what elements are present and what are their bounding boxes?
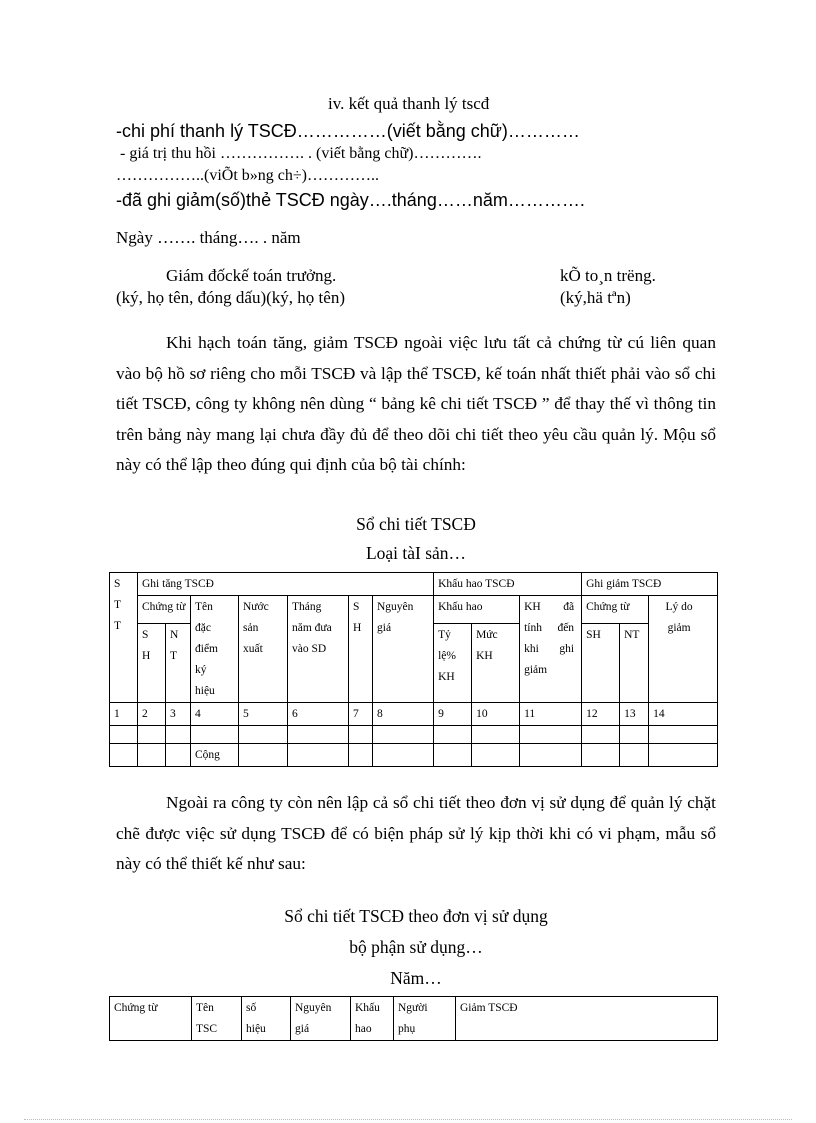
column-number: 2 xyxy=(138,703,166,726)
preparer-title: kÕ to¸n trëng. xyxy=(560,266,656,285)
column-number: 7 xyxy=(349,703,373,726)
header-stt: STT xyxy=(110,573,138,703)
disposal-cost-line: -chi phí thanh lý TSCĐ……………(viết bằng chữ)………… xyxy=(116,121,580,141)
fixed-asset-ledger-table xyxy=(109,572,718,767)
section-heading: iv. kết quả thanh lý tscđ xyxy=(328,94,490,113)
header-ty-le: Tỷ lệ% KH xyxy=(434,623,472,702)
unit-ledger-year: Năm… xyxy=(390,968,442,988)
recovery-value-line: - giá trị thu hồi ……………. . (viết bằng chữ)…………. xyxy=(120,145,482,162)
director-title: Giám đốc xyxy=(166,266,233,285)
column-number: 9 xyxy=(434,703,472,726)
column-number: 13 xyxy=(620,703,649,726)
ledger-title: Sổ chi tiết TSCĐ xyxy=(356,514,476,534)
ledger-subtitle: Loại tàI sản… xyxy=(365,543,467,563)
unit-ledger-title: Sổ chi tiết TSCĐ theo đơn vị sử dụng xyxy=(284,906,548,926)
unit-header-nguyen-gia: Nguyên giá xyxy=(291,997,351,1041)
header-muc-kh: Mức KH xyxy=(472,623,520,702)
header-kh: Khấu hao xyxy=(434,596,520,624)
header-row-2 xyxy=(110,596,718,624)
unit-header-khau-hao: Khấu hao xyxy=(351,997,394,1041)
unit-header-chung-tu: Chứng từ xyxy=(110,997,192,1041)
header-sh: SH xyxy=(349,596,373,703)
chief-accountant-title: kế toán trưởng. xyxy=(232,266,337,285)
column-number: 10 xyxy=(472,703,520,726)
column-number: 12 xyxy=(582,703,620,726)
unit-ledger-table xyxy=(109,996,718,1041)
column-number: 8 xyxy=(373,703,434,726)
date-line: Ngày ……. tháng…. . năm xyxy=(116,228,301,247)
header-thang-nam: Tháng năm đưa vào SD xyxy=(288,596,349,703)
page-bottom-rule xyxy=(24,1119,792,1120)
paragraph-unit-ledger: Ngoài ra công ty còn nên lập cả sổ chi tiết theo đơn vị sử dụng để quản lý chặt chẽ được việc sử dụng TSCĐ để có biện pháp sử lý kịp thời khi có vi phạm, mẫu sổ này có thể thiết kế như sau: xyxy=(116,793,716,873)
header-sh-2: SH xyxy=(582,623,620,702)
unit-header-nguoi-phu: Người phụ xyxy=(394,997,456,1041)
unit-header-ten: Tên TSC xyxy=(192,997,242,1041)
total-row xyxy=(110,744,718,767)
column-number-row xyxy=(110,703,718,726)
header-ghi-giam: Ghi giảm TSCĐ xyxy=(582,573,718,596)
column-number: 11 xyxy=(520,703,582,726)
empty-row xyxy=(110,726,718,744)
column-number: 5 xyxy=(239,703,288,726)
header-kh-da-tinh: KH đã tính đến khi ghi giảm xyxy=(520,596,582,703)
column-number: 4 xyxy=(191,703,239,726)
header-khau-hao: Khấu hao TSCĐ xyxy=(434,573,582,596)
unit-header-row xyxy=(110,997,718,1041)
header-nt-sub: N T xyxy=(166,623,191,702)
amount-in-words-line: ……………..(viÕt b»ng ch÷)………….. xyxy=(116,167,379,184)
header-row-1 xyxy=(110,573,718,596)
unit-header-so-hieu: số hiệu xyxy=(242,997,291,1041)
total-label: Cộng xyxy=(191,744,239,767)
header-sh-sub: S H xyxy=(138,623,166,702)
signature-titles xyxy=(166,266,336,286)
header-nguyen-gia: Nguyên giá xyxy=(373,596,434,703)
header-nt-2: NT xyxy=(620,623,649,702)
header-chung-tu: Chứng từ xyxy=(138,596,191,624)
header-chung-tu-2: Chứng từ xyxy=(582,596,649,624)
unit-ledger-subtitle: bộ phận sử dụng… xyxy=(349,937,483,957)
column-number: 3 xyxy=(166,703,191,726)
header-nuoc-san-xuat: Nước sản xuất xyxy=(239,596,288,703)
header-ten-dac-diem: Tên đặc điểm ký hiệu xyxy=(191,596,239,703)
paragraph-detailed-ledger: Khi hạch toán tăng, giảm TSCĐ ngoài việc lưu tất cả chứng từ cú liên quan vào bộ hồ sơ riêng cho mỗi TSCĐ và lập thể TSCĐ, kế toán nhất thiết phải vào sổ chi tiết TSCĐ, công ty không nên dùng “ bảng kê chi tiết TSCĐ ” để thay thế vì thông tin trên bảng này mang lại chưa đầy đủ để theo dõi chi tiết theo yêu cầu quản lý. Mộu sổ này có thể lập theo đúng qui định của bộ tài chính: xyxy=(116,333,716,474)
unit-header-giam: Giảm TSCĐ xyxy=(456,997,718,1041)
header-ghi-tang: Ghi tăng TSCĐ xyxy=(138,573,434,596)
header-ly-do: Lý do giảm xyxy=(649,596,718,703)
card-reduction-line: -đã ghi giảm(số)thẻ TSCĐ ngày….tháng……năm…………. xyxy=(116,190,585,210)
preparer-note: (ký,hä tªn) xyxy=(560,288,631,307)
column-number: 6 xyxy=(288,703,349,726)
column-number: 1 xyxy=(110,703,138,726)
column-number: 14 xyxy=(649,703,718,726)
signature-note-left: (ký, họ tên, đóng dấu)(ký, họ tên) xyxy=(116,288,345,307)
